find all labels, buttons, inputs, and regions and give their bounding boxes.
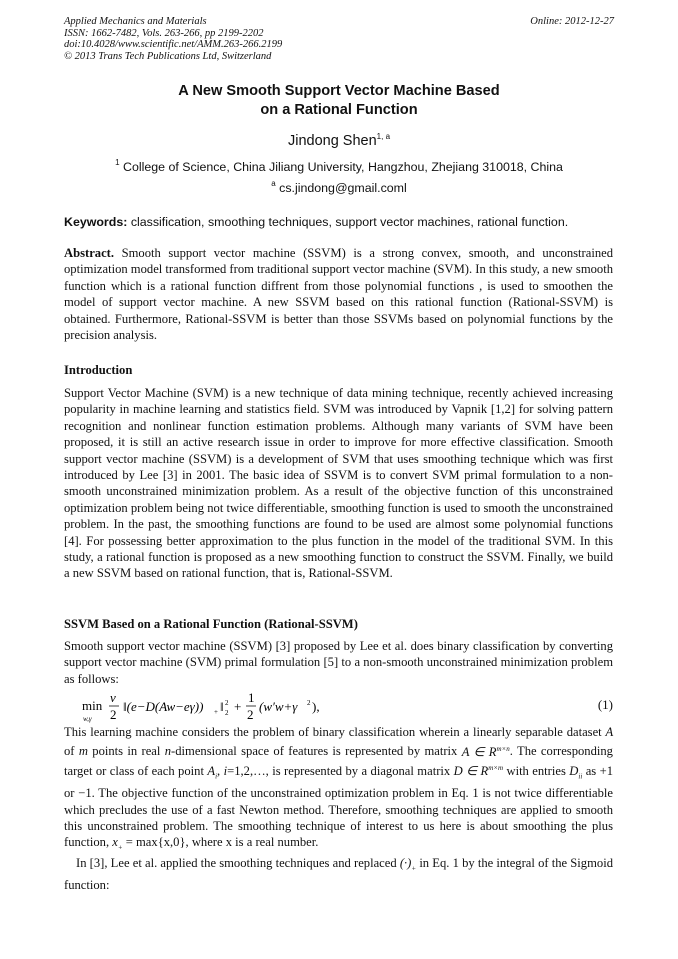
after-eq-part-1: This learning machine considers the problem of binary classification wherein a linearly separable dataset: [64, 725, 602, 739]
email-text[interactable]: cs.jindong@gmail.coml: [279, 181, 407, 195]
abstract-label: Abstract.: [64, 246, 115, 260]
email: [0, 179, 678, 195]
svg-text:‖: ‖: [220, 699, 224, 714]
svg-text:w,γ: w,γ: [83, 715, 92, 723]
last-para-part-1: In [3], Lee et al. applied the smoothing techniques and replaced: [76, 856, 397, 870]
author-sup: 1, a: [376, 132, 391, 141]
svg-text:+: +: [234, 699, 242, 714]
author-name: Jindong Shen: [287, 133, 377, 149]
svg-text:min: min: [82, 698, 103, 713]
title-line-1: A New Smooth Support Vector Machine Based: [178, 83, 500, 99]
journal-header: [64, 16, 614, 62]
last-paragraph: In [3], Lee et al. applied the smoothing techniques and replaced $(\cdot)_+$ in Eq. 1 by the integral of the Sigmoid function:: [64, 856, 613, 892]
svg-text:2: 2: [225, 709, 229, 717]
svg-text:(w′w+γ: (w′w+γ: [259, 699, 298, 714]
svg-text:2: 2: [307, 699, 311, 707]
ssvm-text: Smooth support vector machine (SSVM) [3] proposed by Lee et al. does binary classification by converting support vector machine (SVM) primal formulation [5] to a non-smooth unconstrained minimization problem as follows:: [64, 639, 613, 686]
svg-text:2: 2: [247, 707, 254, 722]
email-sup: a: [271, 179, 276, 188]
affiliation-sup: 1: [115, 158, 120, 167]
svg-text:1: 1: [248, 690, 255, 705]
equation-1-number: (1): [597, 697, 613, 712]
issn-line: ISSN: 1662-7482, Vols. 263-266, pp 2199-2202: [64, 27, 264, 39]
after-eq-part-4: , where x is a real number.: [185, 835, 319, 850]
copyright-line: © 2013 Trans Tech Publications Ltd, Switzerland: [64, 50, 272, 62]
equation-1: [64, 690, 613, 726]
svg-text:2: 2: [110, 707, 117, 722]
abstract-text: Smooth support vector machine (SSVM) is a strong convex, smooth, and unconstrained optimization model transformed from traditional support vector machine (SVM). In this study, a new smooth function which is a rational function diffrent from those polynomial functions , is used to smoothen the model of support vector machine. A new SSVM based on this rational function (Rational-SSVM) is obtained. Furthermore, Rational-SSVM is better than those SSVMs based on polynomial functions by the precision analysis.: [64, 246, 614, 343]
title-line-2: on a Rational Function: [260, 102, 418, 118]
last-para-part-2: in Eq. 1 by the integral of the Sigmoid function:: [64, 856, 613, 892]
affiliation: [0, 158, 678, 174]
svg-text:ν: ν: [110, 690, 116, 705]
svg-text:),: ),: [312, 699, 320, 714]
author: [0, 132, 678, 149]
online-date: Online: 2012-12-27: [530, 16, 614, 27]
svg-text:2: 2: [225, 699, 229, 707]
after-eq-part-2: with entries: [506, 764, 566, 779]
introduction-text: Support Vector Machine (SVM) is a new technique of data mining technique, recently achieved increasing popularity in machine learning and statistics field. SVM was introduced by Vapnik [1,2] for solving pattern recognition and nonlinear function estimation problems. Although many variants of SVM have been proposed, it is still an active research issue in order to improve for more effective classification. Smooth support vector machine (SSVM) is a development of SVM that uses smoothing technique which was first introduced by Lee [3] in 2001. The basic idea of SSVM is to convert SVM primal formulation to a non-smooth unconstrained minimization problem. As a result of the objective function of this unconstrained optimization problem being not twice differentiable, smoothing function is used to smooth the unconstrained problem. In the past, the smoothing functions are found to be used are almost some polynomial functions [4]. For possessing better approximation to the plus function in the model of the traditional SVM. In this study, a rational function is proposed as a new smoothing function to construct the SSVM. Finally, we build a new SSVM based on rational function, that is, Rational-SSVM.: [64, 386, 613, 581]
keywords: [64, 215, 614, 229]
journal-name: Applied Mechanics and Materials: [64, 16, 207, 27]
keywords-text: classification, smoothing techniques, support vector machines, rational function.: [130, 215, 569, 229]
after-eq-part-3: as +1 or −1. The objective function of the unconstrained optimization problem in Eq. 1 is not twice differentiable which precludes the use of a fast Newton method. Therefore, smoothing techniques are applied to smooth this unconstrained problem. The smoothing technique of interest to us here is about smoothing the plus function,: [64, 764, 613, 850]
equation-1-formula: [82, 690, 352, 726]
doi-line: doi:10.4028/www.scientific.net/AMM.263-266.2199: [64, 39, 283, 51]
section-heading-ssvm: SSVM Based on a Rational Function (Rational-SSVM): [64, 617, 358, 631]
affiliation-text: College of Science, China Jiliang University, Hangzhou, Zhejiang 310018, China: [123, 160, 563, 174]
svg-text:+: +: [214, 708, 218, 716]
after-equation-text: This learning machine considers the problem of binary classification wherein a linearly separable dataset A of m points in real n-dimensional space of features is represented by matrix A ∈ $R^{m\times n}$. The corresponding target or class of each point $A_i$, i=1,2,…, is represented by a diagonal matrix D ∈ $R^{m\times m}$ with entries $D_{ii}$ as +1 or −1. The objective function of the unconstrained optimization problem in Eq. 1 is not twice differentiable which precludes the use of a fast Newton method. Therefore, smoothing techniques are applied to smooth this unconstrained problem. The smoothing technique of interest to us here is about smoothing the plus function, $x_+ = \max\{x,0\}$, where x is a real number.: [64, 725, 614, 852]
section-heading-introduction: Introduction: [64, 363, 133, 377]
svg-text:‖(e−D(Aw−eγ)): ‖(e−D(Aw−eγ)): [123, 699, 204, 714]
abstract: [64, 245, 613, 343]
paper-title: [0, 82, 678, 120]
keywords-label: Keywords:: [64, 215, 128, 229]
